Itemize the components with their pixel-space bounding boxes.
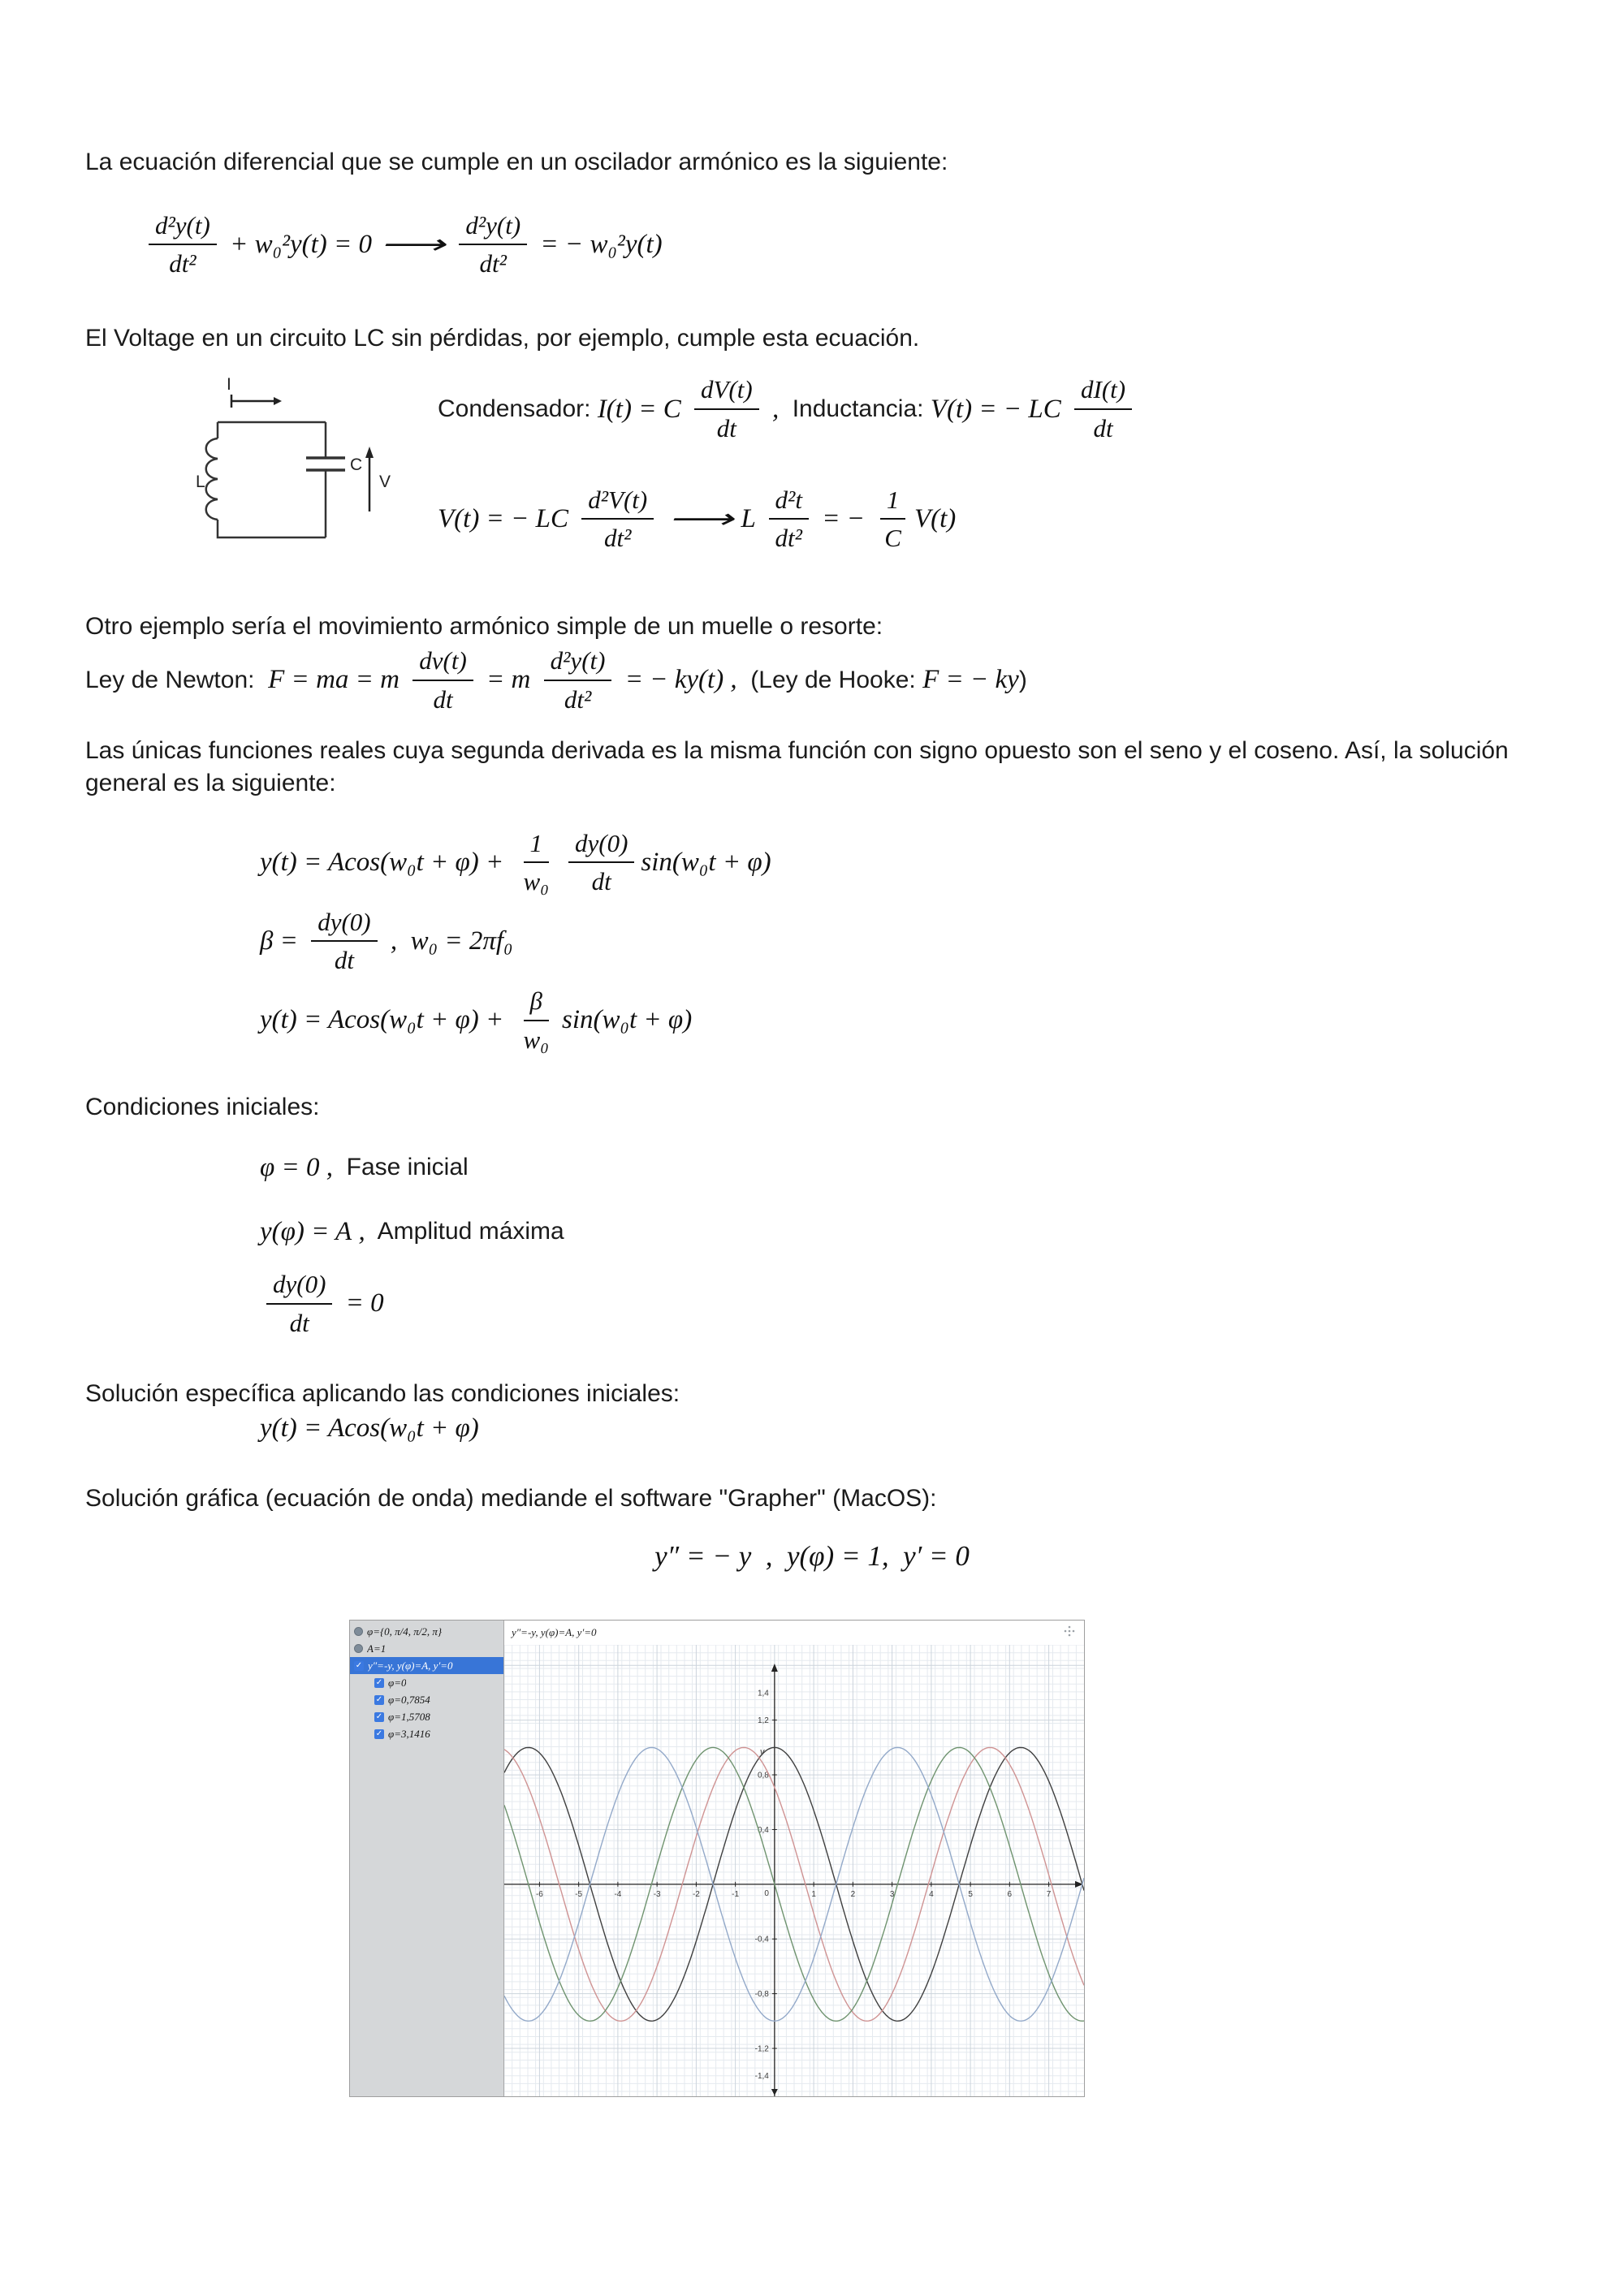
- grapher-canvas[interactable]: [504, 1645, 1084, 2096]
- fraction: $\frac{1}{C}$: [878, 484, 908, 555]
- checkbox-checked-icon[interactable]: ✓: [375, 1711, 383, 1721]
- current-arrow-icon: [231, 395, 282, 408]
- lc-circuit-section: [189, 372, 1539, 570]
- fraction: $\frac{1}{\text{w₀}}$: [523, 828, 550, 896]
- svg-text:7: 7: [1046, 1890, 1052, 1900]
- equation-plain-text: Condensador:: [438, 395, 598, 423]
- equation-math-text: β =: [260, 926, 305, 956]
- equation-math-text: = 0: [339, 1288, 384, 1318]
- fraction: $\frac{\text{d²y(t)}}{\text{dt²}}$: [459, 209, 527, 280]
- grapher-sidebar-item[interactable]: [350, 1708, 503, 1725]
- fraction: $\frac{dy(0)}{dt}$: [266, 1268, 332, 1339]
- equation-general-solution-beta: [260, 985, 1539, 1055]
- equation-math-text: , w₀ = 2πf₀: [383, 926, 513, 956]
- paragraph-specific-solution: Solución específica aplicando las condiciones iniciales:: [85, 1380, 680, 1408]
- checkbox-checked-icon[interactable]: ✓: [355, 1660, 363, 1670]
- implies-arrow-icon: ⟶: [667, 505, 734, 535]
- fraction: $\frac{dv(t)}{dt}$: [412, 645, 473, 715]
- voltage-label: V: [379, 473, 391, 492]
- sidebar-item-label: φ={0, π/4, π/2, π}: [367, 1625, 443, 1638]
- svg-text:-1: -1: [732, 1890, 740, 1900]
- fraction: $\frac{\text{d²y(t)}}{\text{dt²}}$: [149, 209, 217, 280]
- equation-math-text: sin(w₀t + φ): [641, 847, 771, 877]
- paragraph-oscillator-intro: La ecuación diferencial que se cumple en un oscilador armónico es la siguiente:: [85, 149, 948, 175]
- svg-text:6: 6: [1007, 1890, 1013, 1900]
- fraction: $\frac{\text{d²V(t)}}{\text{dt²}}$: [581, 484, 654, 555]
- equation-plain-text: ): [1018, 666, 1027, 693]
- svg-text:y: y: [759, 1747, 765, 1758]
- grapher-sidebar-item[interactable]: [350, 1623, 503, 1640]
- fraction: $\frac{\beta}{\text{w₀}}$: [523, 986, 550, 1054]
- svg-text:1: 1: [811, 1890, 816, 1900]
- svg-text:-4: -4: [614, 1890, 622, 1900]
- equation-math-text: F = − ky: [922, 665, 1019, 695]
- equation-general-solution: [260, 827, 1539, 898]
- equation-beta: [260, 906, 1539, 977]
- fraction: $\frac{\text{d²t}}{\text{dt²}}$: [769, 484, 809, 555]
- grapher-sidebar-list: [350, 1623, 503, 1742]
- svg-text:4: 4: [929, 1890, 934, 1900]
- equation-math-text: L: [741, 503, 762, 533]
- equation-math-text: = −: [814, 503, 872, 533]
- svg-text:-2: -2: [692, 1890, 700, 1900]
- equation-plain-text: Fase inicial: [339, 1154, 469, 1181]
- svg-text:-0,8: -0,8: [754, 1990, 769, 2000]
- equation-lc-combined: [438, 484, 1138, 555]
- equation-math-text: ,: [765, 394, 793, 424]
- equation-plain-text: (Ley de Hooke:: [743, 666, 923, 693]
- sidebar-item-label: φ=1,5708: [388, 1710, 430, 1723]
- equation-specific: [260, 1413, 1539, 1444]
- svg-text:-6: -6: [535, 1890, 543, 1900]
- svg-text:-5: -5: [575, 1890, 583, 1900]
- svg-text:1,2: 1,2: [757, 1716, 769, 1726]
- equation-math-text: y″ = − y , y(φ) = 1, y′ = 0: [654, 1540, 970, 1573]
- equation-math-text: y(t) = Acos(w₀t + φ) +: [260, 847, 511, 877]
- grapher-sidebar-item[interactable]: [350, 1691, 503, 1708]
- implies-arrow-icon: ⟶: [379, 231, 445, 261]
- lc-circuit-diagram: [189, 372, 402, 570]
- equation-math-text: + w₀²y(t) = 0: [222, 229, 373, 259]
- svg-text:2: 2: [850, 1890, 856, 1900]
- definition-bullet-icon: [354, 1644, 363, 1653]
- current-label: I: [227, 375, 231, 395]
- paragraph-lc-voltage: El Voltage en un circuito LC sin pérdidas, por ejemplo, cumple esta ecuación.: [85, 324, 920, 352]
- paragraph-graphical-solution: Solución gráfica (ecuación de onda) mediande el software "Grapher" (MacOS):: [85, 1484, 937, 1512]
- checkbox-checked-icon[interactable]: ✓: [375, 1694, 383, 1704]
- sidebar-item-label: A=1: [367, 1642, 387, 1655]
- grapher-sidebar-item[interactable]: [350, 1657, 503, 1674]
- equation-capacitor-inductor: [438, 373, 1138, 444]
- grapher-equation-title: y″=-y, y(φ)=A, y′=0: [512, 1626, 597, 1639]
- sidebar-item-label: φ=0,7854: [388, 1693, 430, 1706]
- grapher-sidebar-item[interactable]: [350, 1674, 503, 1691]
- definition-bullet-icon: [354, 1627, 363, 1636]
- sidebar-item-label: φ=3,1416: [388, 1727, 430, 1740]
- equation-math-text: V(t): [914, 503, 957, 533]
- fraction: $\frac{dy(0)}{dt}$: [568, 827, 634, 898]
- paragraph-spring-intro: Otro ejemplo sería el movimiento armónico simple de un muelle o resorte:: [85, 613, 883, 641]
- equation-amplitude: [260, 1217, 1539, 1247]
- grapher-header: [504, 1621, 1084, 1645]
- fraction: $\frac{\text{d²y(t)}}{\text{dt²}}$: [544, 645, 612, 715]
- equation-oscillator: [142, 209, 1539, 280]
- equation-derivative-zero: [260, 1268, 1539, 1339]
- equation-math-text: I(t) = C: [597, 394, 688, 424]
- equation-plain-text: Ley de Newton:: [85, 666, 269, 693]
- grapher-move-tool-icon[interactable]: [1063, 1625, 1076, 1641]
- paragraph-solution-intro: Las únicas funciones reales cuya segunda derivada es la misma función con signo opuesto son el seno y el coseno. Así, la solución general es la siguiente:: [85, 737, 1509, 796]
- svg-text:0: 0: [764, 1889, 769, 1899]
- fraction: $\frac{dy(0)}{dt}$: [311, 906, 377, 977]
- grapher-sidebar-item[interactable]: [350, 1725, 503, 1742]
- voltage-arrow-icon: [365, 447, 374, 511]
- equation-math-text: sin(w₀t + φ): [562, 1005, 693, 1035]
- sidebar-item-label: y″=-y, y(φ)=A, y′=0: [368, 1659, 453, 1672]
- paragraph-initial-conditions: Condiciones iniciales:: [85, 1094, 320, 1121]
- grapher-sidebar-item[interactable]: [350, 1640, 503, 1657]
- equation-plain-text: Inductancia:: [792, 395, 931, 423]
- checkbox-checked-icon[interactable]: ✓: [375, 1677, 383, 1687]
- checkbox-checked-icon[interactable]: ✓: [375, 1728, 383, 1738]
- svg-text:-0,4: -0,4: [754, 1936, 769, 1945]
- equation-math-text: V(t) = − LC: [930, 394, 1069, 424]
- equation-math-text: y(t) = Acos(w₀t + φ): [260, 1413, 479, 1443]
- svg-text:1,4: 1,4: [757, 1689, 769, 1698]
- fraction: $\frac{dI(t)}{dt}$: [1074, 373, 1132, 444]
- equation-math-text: = m: [479, 665, 538, 695]
- svg-text:0,8: 0,8: [757, 1771, 769, 1780]
- equation-math-text: ,: [352, 1216, 372, 1246]
- sidebar-item-label: φ=0: [388, 1676, 407, 1689]
- svg-text:0,4: 0,4: [757, 1826, 769, 1836]
- svg-text:-1,2: -1,2: [754, 2044, 769, 2054]
- equation-math-text: y(t) = Acos(w₀t + φ) +: [260, 1005, 511, 1035]
- equation-math-text: = − ky(t) ,: [618, 665, 744, 695]
- svg-text:5: 5: [968, 1890, 973, 1900]
- inductor-label: L: [196, 473, 205, 492]
- svg-text:-1,4: -1,4: [754, 2072, 769, 2082]
- fraction: $\frac{dV(t)}{dt}$: [694, 373, 759, 444]
- equation-math-text: F = ma = m: [268, 665, 407, 695]
- grapher-sidebar: [350, 1621, 504, 2096]
- equation-math-text: = − w₀²y(t): [533, 229, 663, 259]
- lc-equations-column: [438, 372, 1138, 555]
- equation-math-text: y(φ) = A: [260, 1216, 352, 1246]
- equation-newton: [85, 645, 1539, 715]
- equation-math-text: ,: [319, 1152, 340, 1182]
- equation-math-text: φ = 0: [260, 1152, 320, 1182]
- equation-math-text: V(t) = − LC: [438, 503, 576, 533]
- equation-wave: [85, 1540, 1539, 1573]
- svg-text:3: 3: [889, 1890, 895, 1900]
- grapher-plot-area: [504, 1621, 1084, 2096]
- svg-text:-3: -3: [653, 1890, 661, 1900]
- circuit-wires: [206, 422, 345, 537]
- capacitor-label: C: [350, 455, 363, 475]
- equation-plain-text: Amplitud máxima: [371, 1218, 564, 1245]
- grapher-screenshot: [349, 1620, 1085, 2097]
- equation-phase: [260, 1153, 1539, 1183]
